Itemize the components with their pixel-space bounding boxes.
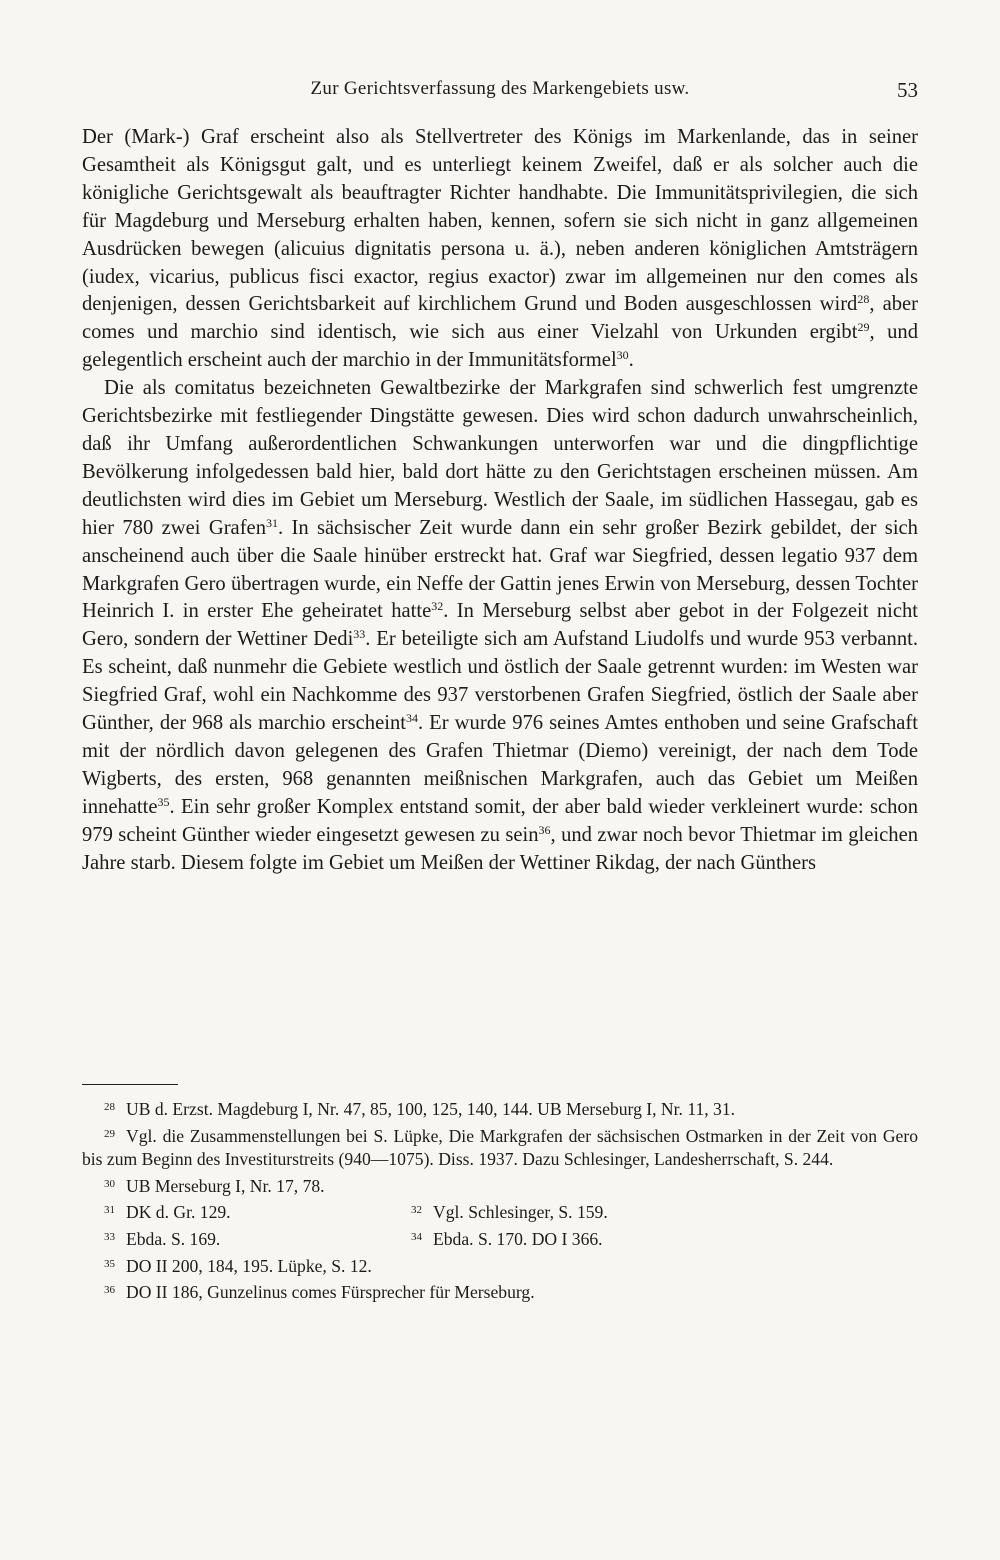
footnote-text: DO II 200, 184, 195. Lüpke, S. 12. <box>126 1255 372 1276</box>
footnote-number: 32 <box>411 1204 422 1217</box>
text-run: . Er beteiligte sich am Aufstand Liudolfs und wurde 953 verbannt. Es scheint, daß nunmehr die Gebiete westlich und östlich der Saale getrennt wurden: im Westen war Siegfried Graf, wohl ein Nachkomme des 937 verstorbenen Grafen Siegfried, östlich der Saale aber Günther, der 968 als marchio erscheint <box>82 628 918 735</box>
footnote-number: 34 <box>411 1231 422 1244</box>
footnote-divider <box>82 1084 178 1085</box>
footnote-number: 31 <box>104 1204 115 1217</box>
footnote-ref-32[interactable]: 32 <box>431 599 444 614</box>
footnote-text: UB d. Erzst. Magdeburg I, Nr. 47, 85, 100, 125, 140, 144. UB Merseburg I, Nr. 11, 31. <box>126 1099 736 1119</box>
footnote-number: 33 <box>104 1231 115 1244</box>
running-head <box>82 78 918 108</box>
text-run: . In sächsischer Zeit wurde dann ein sehr großer Bezirk gebildet, der sich anscheinend auch über die Saale hinüber erstreckt hat. Graf war Siegfried, dessen legatio 937 dem Markgrafen Gero übertragen wurde, ein Neffe der Gattin jenes Erwin von Merseburg, dessen Tochter Heinrich I. in erster Ehe geheiratet hatte <box>82 516 918 623</box>
paragraph-1 <box>82 124 918 375</box>
footnote-row <box>82 1226 918 1251</box>
page-number: 53 <box>897 78 918 102</box>
text-run: , aber comes und marchio sind identisch, wie sich aus einer Vielzahl von Urkunden ergibt <box>82 293 918 344</box>
footnote-ref-34[interactable]: 34 <box>405 711 418 726</box>
footnote-30 <box>82 1173 918 1198</box>
footnote-36 <box>82 1279 918 1304</box>
main-text <box>82 124 918 877</box>
footnote-29 <box>82 1123 918 1171</box>
footnote-28 <box>82 1096 918 1121</box>
text-run: , und zwar noch bevor Thietmar im gleichen Jahre starb. Diesem folgte im Gebiet um Meißen der Wettiner Rikdag, der nach Günthers <box>82 823 919 874</box>
text-run: . In Merseburg selbst aber gebot in der Folgezeit nicht Gero, sondern der Wettiner Dedi <box>82 600 918 651</box>
footnote-number: 29 <box>104 1127 115 1140</box>
running-title: Zur Gerichtsverfassung des Markengebiets usw. <box>310 78 690 99</box>
paragraph-2 <box>82 375 918 877</box>
footnote-text: UB Merseburg I, Nr. 17, 78. <box>126 1175 325 1196</box>
text-run: Die als comitatus bezeichneten Gewaltbezirke der Markgrafen sind schwerlich fest umgrenzte Gerichtsbezirke mit festliegender Dingstätte gewesen. Dies wird schon dadurch unwahrscheinlich, daß ihr Umfang außerordentlichen Schwankungen unterworfen war und die dingpflichtige Bevölkerung infolgedessen bald hier, bald dort hätte zu den Gerichtstagen erscheinen müssen. Am deutlichsten wird dies im Gebiet um Merseburg. Westlich der Saale, im südlichen Hassegau, gab es hier 780 zwei Grafen <box>82 377 918 539</box>
footnote-row <box>82 1199 918 1224</box>
text-run: Der (Mark-) Graf erscheint also als Stellvertreter des Königs im Markenlande, das in seiner Gesamtheit als Königsgut galt, und es unterliegt keinem Zweifel, daß er als solcher auch die königliche Gerichtsgewalt als beauftragter Richter handhabte. Die Immunitätsprivilegien, die sich für Magdeburg und Merseburg erhalten haben, kennen, sofern sie sich nicht in ganz allgemeinen Ausdrücken bewegen (alicuius dignitatis persona u. ä.), neben anderen königlichen Amtsträgern (iudex, vicarius, publicus fisci exactor, regius exactor) zwar im allgemeinen nur den comes als denjenigen, dessen Gerichtsbarkeit auf kirchlichem Grund und Boden ausgeschlossen wird <box>82 126 918 316</box>
footnote-number: 35 <box>104 1257 115 1270</box>
footnote-number: 36 <box>104 1284 115 1297</box>
text-run: . <box>628 349 634 372</box>
footnote-ref-35[interactable]: 35 <box>157 794 170 809</box>
footnote-text: Vgl. die Zusammenstellungen bei S. Lüpke, Die Markgrafen der sächsischen Ostmarken in der Zeit von Gero bis zum Beginn des Investiturstreits (940—1075). Diss. 1937. Dazu Schlesinger, Landesherrschaft, S. 244. <box>82 1125 918 1169</box>
footnote-33 <box>82 1226 411 1251</box>
footnote-32 <box>411 1199 811 1224</box>
footnote-31 <box>82 1199 411 1224</box>
footnote-text: DK d. Gr. 129. <box>126 1202 231 1223</box>
footnotes <box>82 1096 918 1306</box>
footnote-ref-30[interactable]: 30 <box>616 348 629 363</box>
text-run: , und gelegentlich erscheint auch der marchio in der Immunitätsformel <box>82 321 918 372</box>
footnote-text: Ebda. S. 169. <box>126 1229 221 1250</box>
footnote-number: 30 <box>104 1177 115 1190</box>
footnote-text: DO II 186, Gunzelinus comes Fürsprecher für Merseburg. <box>126 1282 535 1303</box>
footnote-ref-28[interactable]: 28 <box>857 292 870 307</box>
footnote-number: 28 <box>104 1101 115 1113</box>
text-run: . Ein sehr großer Komplex entstand somit, der aber bald wieder verkleinert wurde: schon 979 scheint Günther wieder eingesetzt gewesen zu sein <box>82 795 918 846</box>
footnote-ref-33[interactable]: 33 <box>353 627 366 642</box>
footnote-ref-29[interactable]: 29 <box>857 320 870 335</box>
footnote-ref-36[interactable]: 36 <box>538 822 551 837</box>
text-run: . Er wurde 976 seines Amtes enthoben und seine Grafschaft mit der nördlich davon gelegenen des Grafen Thietmar (Diemo) vereinigt, der nach dem Tode Wigberts, des ersten, 968 genannten meißnischen Markgrafen, auch das Gebiet um Meißen innehatte <box>82 712 918 818</box>
footnote-34 <box>411 1226 811 1251</box>
footnote-ref-31[interactable]: 31 <box>266 515 278 530</box>
footnote-text: Vgl. Schlesinger, S. 159. <box>433 1202 608 1223</box>
footnote-text: Ebda. S. 170. DO I 366. <box>433 1229 603 1250</box>
footnote-35 <box>82 1253 918 1278</box>
